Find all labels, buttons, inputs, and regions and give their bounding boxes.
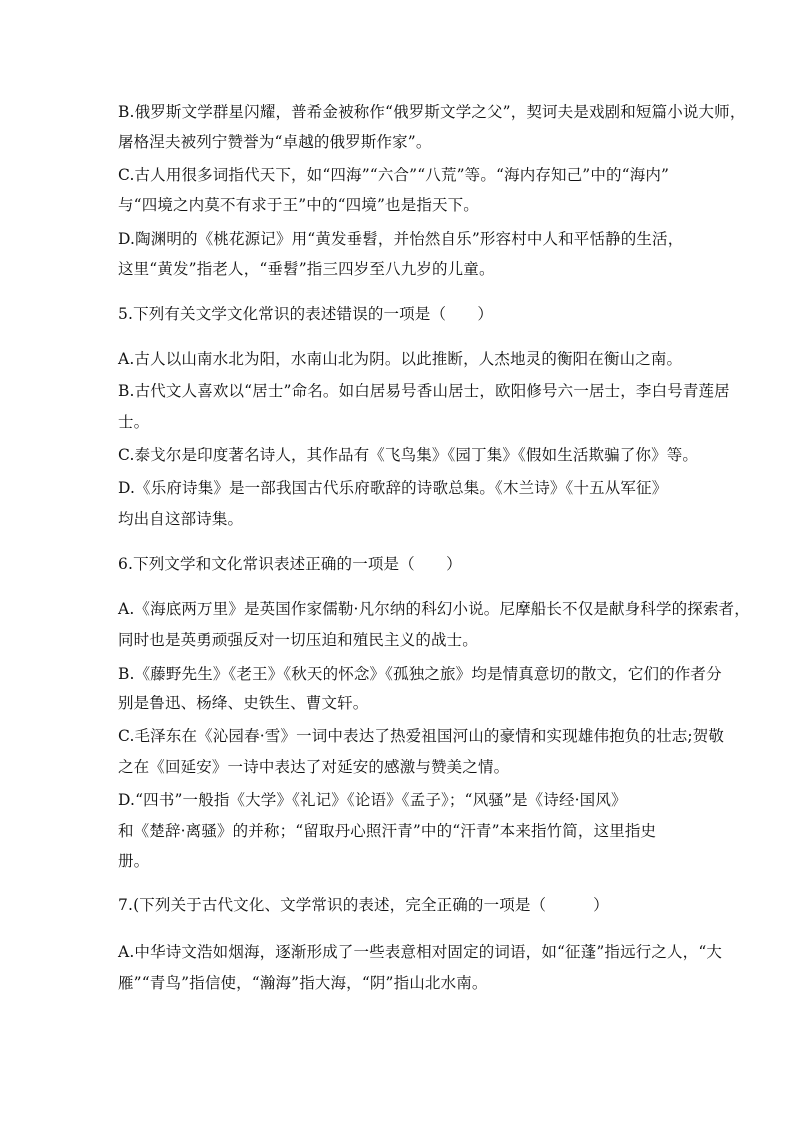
q6-option-c-line-2: 之在《回延安》一诗中表达了对延安的感激与赞美之情。 — [118, 758, 510, 776]
option-d-line-2: 这里“黄发”指老人，“垂髫”指三四岁至八九岁的儿童。 — [118, 260, 495, 278]
q5-option-d-line-1: D.《乐府诗集》是一部我国古代乐府歌辞的诗歌总集。《木兰诗》《十五从军征》 — [118, 479, 668, 497]
q6-option-d-line-2: 和《楚辞·离骚》的并称；“留取丹心照汗青”中的“汗青”本来指竹简，这里指史 — [118, 822, 657, 840]
q6-option-c-line-1: C.毛泽东在《沁园春·雪》一词中表达了热爱祖国河山的豪情和实现雄伟抱负的壮志;贺敬 — [118, 727, 725, 745]
q6-option-a-line-2: 同时也是英勇顽强反对一切压迫和殖民主义的战士。 — [118, 631, 478, 649]
option-b-line-1: B.俄罗斯文学群星闪耀，普希金被称作“俄罗斯文学之父”，契诃夫是戏剧和短篇小说大师， — [118, 103, 746, 121]
option-d-line-1: D.陶渊明的《桃花源记》用“黄发垂髫，并怡然自乐”形容村中人和平恬静的生活， — [118, 230, 684, 248]
q6-option-b-line-2: 别是鲁迅、杨绛、史铁生、曹文轩。 — [118, 694, 369, 712]
option-c-line-2: 与“四境之内莫不有求于王”中的“四境”也是指天下。 — [118, 196, 479, 214]
question-5: 5.下列有关文学文化常识的表述错误的一项是（ ） — [118, 305, 494, 323]
option-c-line-1: C.古人用很多词指代天下，如“四海”“六合”“八荒”等。“海内存知己”中的“海内” — [118, 166, 670, 184]
q5-option-a: A.古人以山南水北为阳，水南山北为阴。以此推断，人杰地灵的衡阳在衡山之南。 — [118, 350, 683, 368]
q5-option-b-line-1: B.古代文人喜欢以“居士”命名。如白居易号香山居士，欧阳修号六一居士，李白号青莲居 — [118, 382, 730, 400]
q5-option-c: C.泰戈尔是印度著名诗人，其作品有《飞鸟集》《园丁集》《假如生活欺骗了你》等。 — [118, 446, 699, 464]
question-7: 7.(下列关于古代文化、文学常识的表述，完全正确的一项是（ ） — [118, 896, 609, 914]
q5-option-d-line-2: 均出自这部诗集。 — [118, 510, 244, 528]
q6-option-d-line-1: D.“四书”一般指《大学》《礼记》《论语》《孟子》；“风骚”是《诗经·国风》 — [118, 791, 627, 809]
option-b-line-2: 屠格涅夫被列宁赞誉为“卓越的俄罗斯作家”。 — [118, 133, 432, 151]
q7-option-a-line-1: A.中华诗文浩如烟海，逐渐形成了一些表意相对固定的词语，如“征蓬”指远行之人，“大 — [118, 943, 723, 961]
q7-option-a-line-2: 雁”“青鸟”指信使，“瀚海”指大海，“阴”指山北水南。 — [118, 974, 488, 992]
q6-option-a-line-1: A.《海底两万里》是英国作家儒勒·凡尔纳的科幻小说。尼摩船长不仅是献身科学的探索者， — [118, 600, 750, 618]
q5-option-b-line-2: 士。 — [118, 413, 150, 431]
q6-option-b-line-1: B.《藤野先生》《老王》《秋天的怀念》《孤独之旅》均是情真意切的散文，它们的作者分 — [118, 665, 722, 683]
question-6: 6.下列文学和文化常识表述正确的一项是（ ） — [118, 555, 462, 573]
q6-option-d-line-3: 册。 — [118, 852, 150, 870]
